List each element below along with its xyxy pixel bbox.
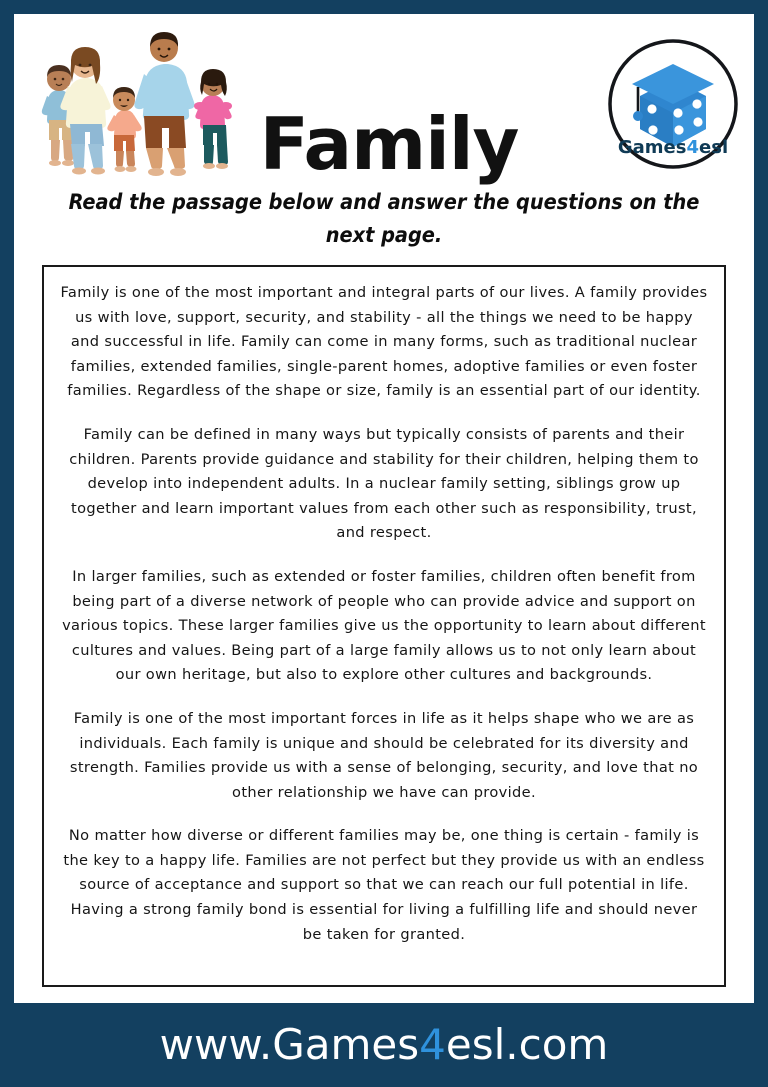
footer-url-accent: 4 [419,1020,446,1069]
footer-url-after: esl.com [445,1020,609,1069]
footer-url-before: www.Games [159,1020,420,1069]
passage-paragraph: In larger families, such as extended or foster families, children often benefit from being part of a diverse network of people who can provide advice and support on various topics. These larger families give us the opportunity to learn about different cultures and values. Being part of a large family allows us to not only learn about our own heritage, but also to explore other cultures and backgrounds. [62,567,706,684]
father-figure [134,32,194,176]
reading-passage-box [42,265,726,987]
games4esl-logo [606,37,740,171]
page-title: Family [259,102,519,187]
child-girl-right-figure [194,69,232,169]
footer-website-url [160,1022,609,1068]
svg-text:Games4esl [618,137,728,158]
family-of-five-walking-illustration [22,24,242,179]
worksheet-header [14,14,754,248]
logo-text-after: esl [699,137,729,158]
passage-paragraph: No matter how diverse or different families may be, one thing is certain - family is the key to a happy life. Families are not perfect but they provide us with an endless source of acceptance and support so that we can reach our full potential in life. Having a strong family bond is essential for living a fulfilling life and should never be taken for granted. [63,827,705,943]
footer-bar [0,1003,768,1087]
passage-paragraph: Family can be defined in many ways but typically consists of parents and their children. Parents provide guidance and stability for their children, helping them to develop into independent adults. In a nuclear family setting, siblings grow up together and learn important values from each other such as responsibility, trust, and respect. [69,425,699,542]
page-content-area [14,14,754,1003]
logo-text-before: Games [617,137,687,158]
passage-paragraph: Family is one of the most important and integral parts of our lives. A family provides us with love, support, security, and stability - all the things we need to be happy and successful in life. Family can come in many forms, such as traditional nuclear families, extended families, single-parent homes, adoptive families or even foster families. Regardless of the shape or size, family is an essential part of our identity. [60,284,708,400]
logo-text-accent: 4 [686,137,700,158]
passage-paragraph: Family is one of the most important forces in life as it helps shape who we are as individuals. Each family is unique and should be celebrated for its diversity and strength. Families provide us with a sense of belonging, security, and love that no other relationship we have can provide. [69,709,699,801]
instruction-text: Read the passage below and answer the questions on the next page. [68,190,700,248]
